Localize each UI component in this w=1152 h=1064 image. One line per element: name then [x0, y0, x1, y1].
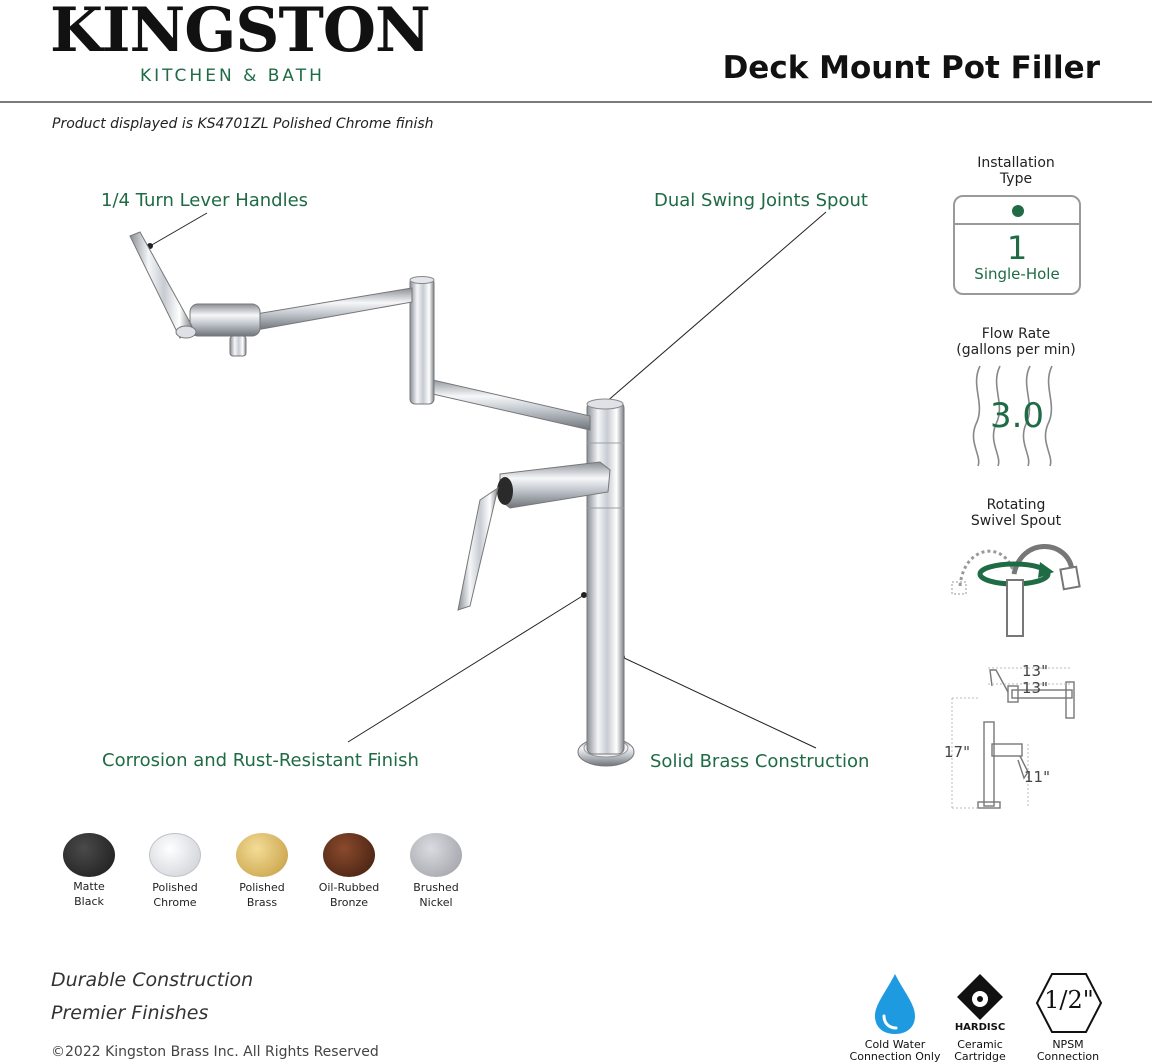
leader-lines — [148, 212, 827, 748]
hardisc-logo-text: HARDISC — [954, 1022, 1006, 1033]
callout-lever-handles: 1/4 Turn Lever Handles — [101, 190, 309, 211]
finish-label-matte-black: Matte Black — [73, 880, 105, 908]
cold-water-label: Cold Water Connection Only — [849, 1038, 941, 1063]
swatch-matte-black — [63, 833, 115, 877]
swatch-oil-rubbed-bronze — [323, 833, 375, 877]
product-note: Product displayed is KS4701ZL Polished Chrome finish — [52, 116, 434, 132]
brand-subtitle: KITCHEN & BATH — [140, 66, 325, 86]
page-title: Deck Mount Pot Filler — [722, 50, 1100, 86]
dimensions-diagram — [944, 656, 1082, 812]
swatch-polished-chrome — [149, 833, 201, 877]
npsm-label: NPSM Connection — [1036, 1038, 1100, 1063]
swatch-brushed-nickel — [410, 833, 462, 877]
dim-spout-height: 11" — [1024, 768, 1050, 786]
swivel-spout-icon — [950, 534, 1082, 638]
tagline-durable: Durable Construction — [51, 969, 254, 991]
brand-name: KINGSTON — [50, 0, 430, 66]
flow-rate-value: 3.0 — [989, 396, 1045, 436]
hardisc-icon — [955, 972, 1005, 1022]
install-number: 1 — [1006, 229, 1028, 267]
callout-construction: Solid Brass Construction — [650, 751, 870, 772]
swatch-polished-brass — [236, 833, 288, 877]
water-drop-icon — [872, 972, 918, 1036]
swivel-title: Rotating Swivel Spout — [970, 497, 1062, 529]
callout-swing-spout: Dual Swing Joints Spout — [654, 190, 868, 211]
hardisc-label: Ceramic Cartridge — [954, 1038, 1006, 1063]
finish-label-polished-chrome: Polished Chrome — [152, 881, 198, 909]
dim-height: 17" — [944, 743, 970, 761]
callout-finish: Corrosion and Rust-Resistant Finish — [102, 750, 419, 771]
install-title: Installation Type — [977, 155, 1055, 187]
dim-width-b: 13" — [1022, 679, 1048, 697]
install-text: Single-Hole — [974, 265, 1060, 283]
finish-label-brushed-nickel: Brushed Nickel — [413, 881, 459, 909]
dim-width-a: 13" — [1022, 662, 1048, 680]
install-type-box — [953, 195, 1081, 295]
copyright: ©2022 Kingston Brass Inc. All Rights Reserved — [51, 1044, 379, 1060]
flow-title: Flow Rate (gallons per min) — [956, 326, 1076, 358]
single-hole-icon — [1012, 205, 1024, 217]
finish-label-oil-rubbed-bronze: Oil-Rubbed Bronze — [318, 881, 380, 909]
tagline-finishes: Premier Finishes — [51, 1002, 209, 1024]
finish-label-polished-brass: Polished Brass — [239, 881, 285, 909]
npsm-size: 1/2" — [1044, 986, 1094, 1014]
